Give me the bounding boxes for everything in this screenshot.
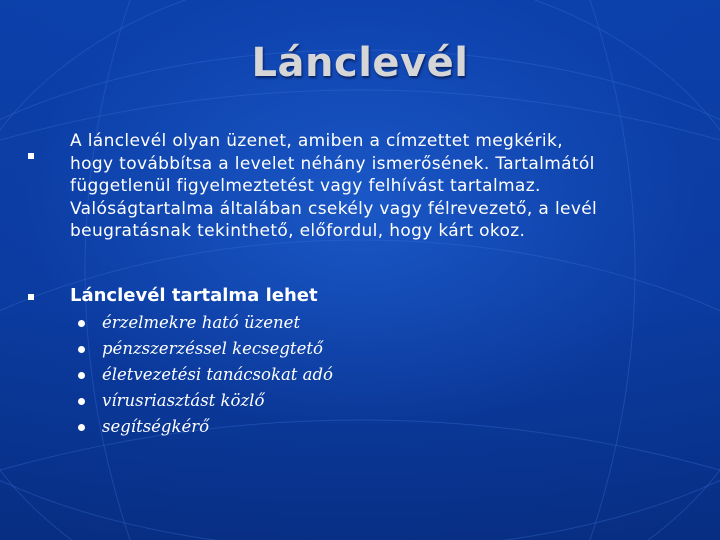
paragraph-line: hogy továbbítsa a levelet néhány ismerősének. Tartalmától (70, 153, 595, 174)
intro-paragraph (70, 130, 690, 243)
bullet-dot (78, 424, 85, 431)
list-item (78, 338, 333, 364)
bullet-dot (78, 398, 85, 405)
bullet-dot (78, 346, 85, 353)
list-item-text: vírusriasztást közlő (102, 391, 265, 410)
list-item-text: életvezetési tanácsokat adó (102, 365, 333, 384)
content-types-heading: Lánclevél tartalma lehet (70, 285, 318, 306)
paragraph-line: Valóságtartalma általában csekély vagy félrevezető, a levél (70, 198, 598, 219)
paragraph-line: beugratásnak tekinthető, előfordul, hogy kárt okoz. (70, 221, 526, 241)
list-item-text: pénzszerzéssel kecsegtető (102, 339, 323, 358)
paragraph-line: függetlenül figyelmeztetést vagy felhívást tartalmaz. (70, 176, 541, 196)
list-item-text: segítségkérő (102, 417, 210, 436)
bullet-marker-2 (28, 294, 34, 300)
content-types-list (78, 312, 333, 442)
paragraph-line: A lánclevél olyan üzenet, amiben a címzettet megkérik, (70, 131, 563, 151)
list-item (78, 390, 333, 416)
list-item (78, 364, 333, 390)
bullet-dot (78, 372, 85, 379)
bullet-marker-1 (28, 153, 34, 159)
bullet-dot (78, 320, 85, 327)
list-item-text: érzelmekre ható üzenet (102, 313, 301, 332)
list-item (78, 416, 333, 442)
slide-title: Lánclevél (251, 40, 469, 86)
list-item (78, 312, 333, 338)
